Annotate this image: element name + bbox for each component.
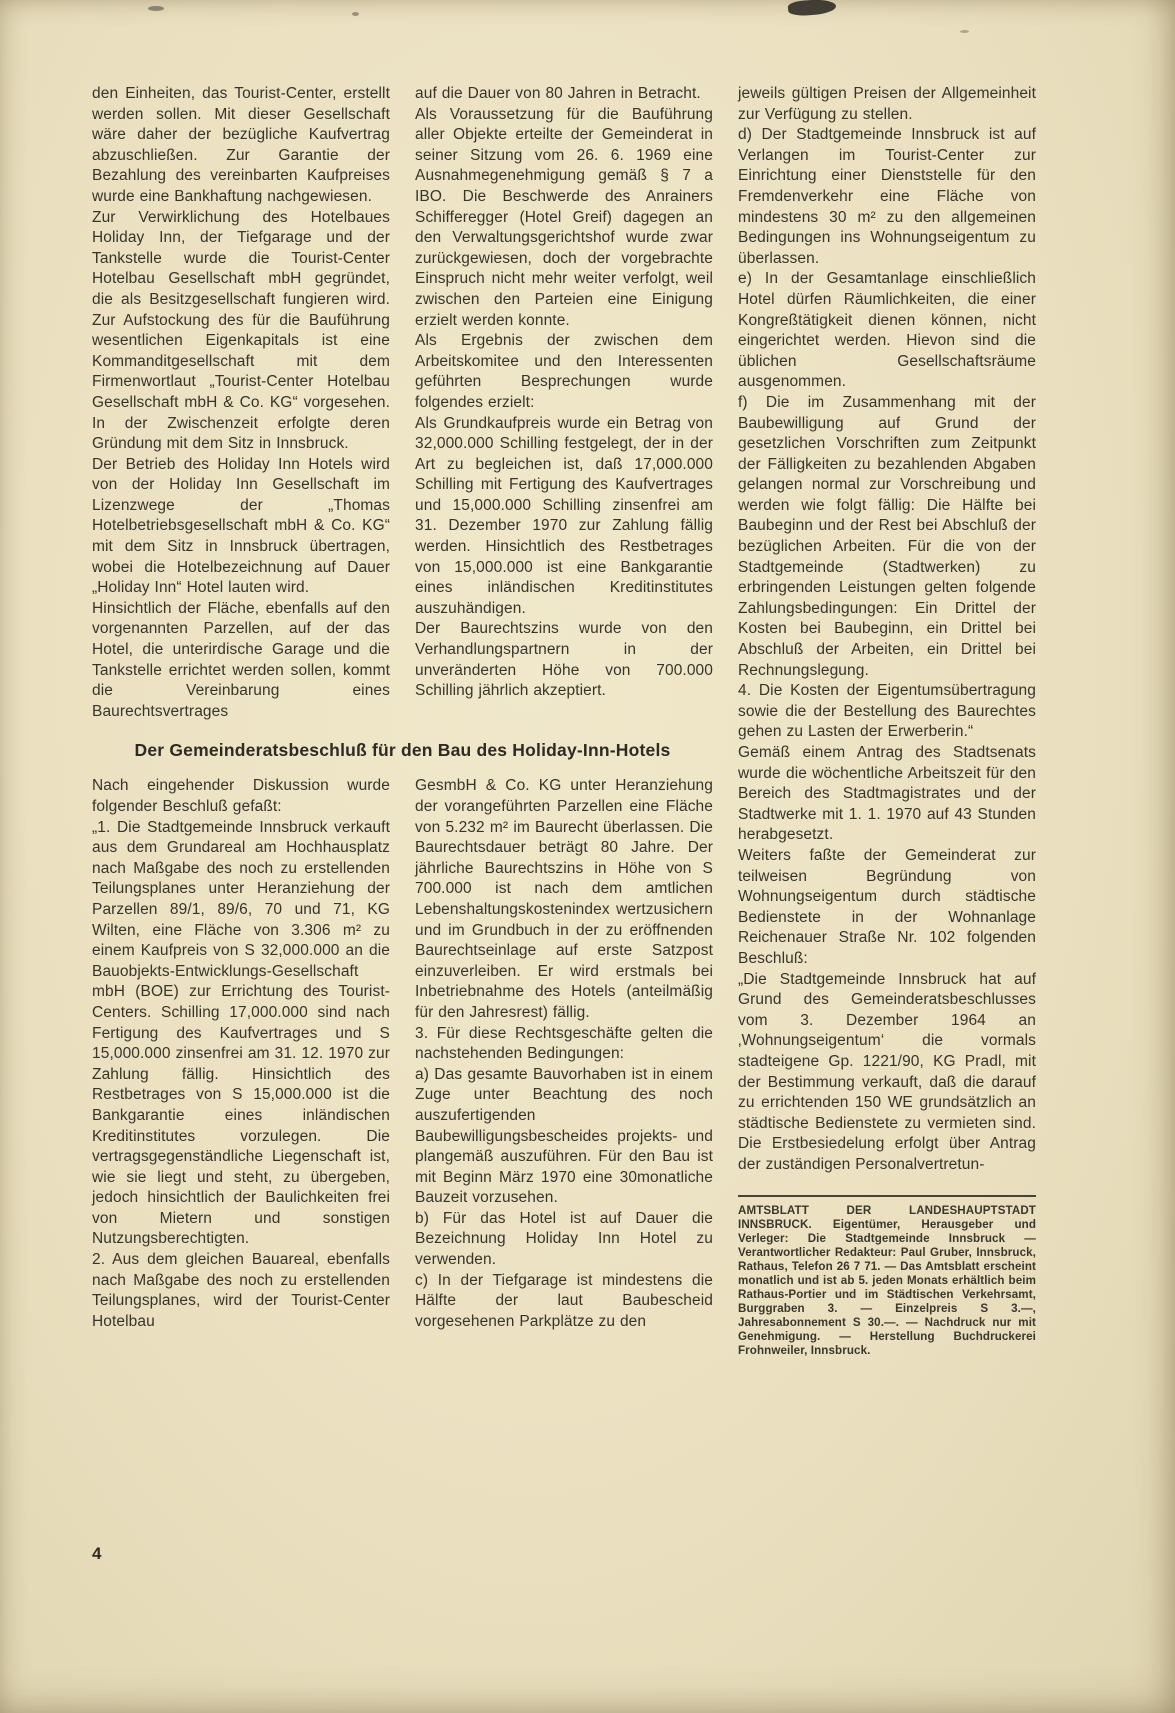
paragraph: 4. Die Kosten der Eigentumsübertragung sowie die der Bestellung des Baurechtes gehen zu Lasten der Erwerberin.“ — [738, 682, 1036, 741]
section-headline: Der Gemeinderatsbeschluß für den Bau des Holiday-Inn-Hotels — [134, 740, 671, 761]
paragraph: Als Voraussetzung für die Bauführung aller Objekte erteilte der Gemeinderat in seiner Sitzung vom 26. 6. 1969 eine Ausnahmegenehmigung gemäß § 7 a IBO. Die Beschwerde des Anrainers Schifferegger (Hotel Greif) dagegen an den Verwaltungsgerichtshof wurde zwar zurückgewiesen, doch der vorgebrachte Einspruch nicht mehr weiter verfolgt, weil zwischen den Parteien eine Einigung erzielt werden konnte. — [415, 105, 713, 329]
bottom-section — [92, 776, 713, 1332]
column-top-middle — [415, 84, 713, 722]
column-bottom-left — [92, 776, 390, 1332]
left-two-column-block — [92, 84, 713, 1357]
column-bottom-middle — [415, 776, 713, 1332]
paragraph: Weiters faßte der Gemeinderat zur teilweisen Begründung von Wohnungseigentum durch städtische Bedienstete in der Wohnanlage Reichenauer Straße Nr. 102 folgenden Beschluß: — [738, 846, 1036, 967]
paragraph: auf die Dauer von 80 Jahren in Betracht. — [415, 85, 701, 102]
paragraph: 2. Aus dem gleichen Bauareal, ebenfalls nach Maßgabe des noch zu erstellenden Teilungsplanes, wird der Tourist-Center Hotelbau — [92, 1251, 390, 1330]
paragraph: f) Die im Zusammenhang mit der Baubewilligung auf Grund der gesetzlichen Vorschriften zum Zeitpunkt der Fälligkeiten zu bezahlenden Abgaben gelangen normal zur Vorschreibung und werden wie folgt fällig: Die Hälfte bei Baubeginn und der Rest bei Abschluß der bezüglichen Arbeiten. Für die von der Stadtgemeinde (Stadtwerken) zu erbringenden Leistungen gelten folgende Zahlungsbedingungen: Ein Drittel der Kosten bei Baubeginn, ein Drittel bei Abschluß der Arbeiten, ein Drittel bei Rechnungslegung. — [738, 393, 1036, 679]
imprint-divider — [738, 1195, 1036, 1197]
paragraph: Als Grundkaufpreis wurde ein Betrag von 32,000.000 Schilling festgelegt, der in der Art zu begleichen ist, daß 17,000.000 Schilling mit Fertigung des Kaufvertrages und 15,000.000 Schilling zinsenfrei am 31. Dezember 1970 zur Zahlung fällig werden. Hinsichtlich des Restbetrages von 15,000.000 ist eine Bankgarantie eines inländischen Kreditinstitutes auszuhändigen. — [415, 414, 713, 617]
paragraph: d) Der Stadtgemeinde Innsbruck ist auf Verlangen im Tourist-Center zur Einrichtung einer Dienststelle für den Fremdenverkehr eine Fläche von mindestens 30 m² zu den allgemeinen Bedingungen ins Wohnungseigentum zu überlassen. — [738, 126, 1036, 267]
paragraph: GesmbH & Co. KG unter Heranziehung der vorangeführten Parzellen eine Fläche von 5.232 m² im Baurecht überlassen. Die Baurechtsdauer beträgt 80 Jahre. Der jährliche Baurechtszins in Höhe von S 700.000 ist nach dem amtlichen Lebenshaltungskostenindex wertzusichern und im Grundbuch in der zu eröffnenden Baurechtseinlage auf erste Satzpost einzuverleiben. Er wird erstmals bei Inbetriebnahme des Hotels (anteilmäßig für den Jahresrest) fällig. — [415, 777, 713, 1021]
paragraph: jeweils gültigen Preisen der Allgemeinheit zur Verfügung zu stellen. — [738, 85, 1036, 123]
page-number: 4 — [92, 1544, 102, 1563]
paragraph: e) In der Gesamtanlage einschließlich Hotel dürfen Räumlichkeiten, die einer Kongreßtätigkeit dienen können, nicht eingerichtet werden. Hievon sind die üblichen Gesellschaftsräume ausgenommen. — [738, 270, 1036, 391]
paragraph: Der Baurechtszins wurde von den Verhandlungspartnern in der unveränderten Höhe von 700.000 Schilling jährlich akzeptiert. — [415, 620, 713, 700]
scan-artifact — [352, 12, 359, 16]
imprint-box — [738, 1195, 1036, 1357]
scan-artifact — [960, 30, 969, 33]
paragraph: a) Das gesamte Bauvorhaben ist in einem Zuge unter Beachtung des noch auszufertigenden Baubewilligungsbescheides projekts- und plangemäß auszuführen. Für den Bau ist mit Beginn März 1970 eine 30monatliche Bauzeit vorzusehen. — [415, 1065, 713, 1207]
paragraph: 3. Für diese Rechtsgeschäfte gelten die nachstehenden Bedingungen: — [415, 1024, 713, 1063]
paragraph: „Die Stadtgemeinde Innsbruck hat auf Grund des Gemeinderatsbeschlusses vom 3. Dezember 1964 an ‚Wohnungseigentum‘ die vormals stadteigene Gp. 1221/90, KG Pradl, mit der Bestimmung verkauft, daß die darauf zu errichtenden 150 WE grundsätzlich an städtische Bedienstete zu vermieten sind. Die Erstbesiedelung erfolgt über Antrag der zuständigen Personalvertretun- — [738, 970, 1036, 1173]
paragraph: c) In der Tiefgarage ist mindestens die Hälfte der laut Baubescheid vorgesehenen Parkplätze zu den — [415, 1271, 713, 1330]
imprint-text: AMTSBLATT DER LANDESHAUPTSTADT INNSBRUCK. Eigentümer, Herausgeber und Verleger: Die Stadtgemeinde Innsbruck — Verantwortlicher Redakteur: Paul Gruber, Innsbruck, Rathaus, Telefon 26 7 71. — Das Amtsblatt erscheint monatlich und ist ab 5. jeden Monats erhältlich beim Rathaus-Portier und im Städtischen Verkehrsamt, Burggraben 3. — Einzelpreis S 3.—, Jahresabonnement S 30.—. — Nachdruck nur mit Genehmigung. — Herstellung Buchdruckerei Frohnweiler, Innsbruck. — [738, 1204, 1036, 1357]
paragraph: Gemäß einem Antrag des Stadtsenats wurde die wöchentliche Arbeitszeit für den Bereich des Stadtmagistrates und der Stadtwerke mit 1. 1. 1970 auf 43 Stunden herabgesetzt. — [738, 744, 1036, 844]
right-column-text — [738, 84, 1036, 1175]
column-right — [738, 84, 1036, 1357]
paragraph: „1. Die Stadtgemeinde Innsbruck verkauft aus dem Grundareal am Hochhausplatz nach Maßgabe des noch zu erstellenden Teilungsplanes unter Heranziehung der Parzellen 89/1, 89/6, 70 und 71, KG Wilten, eine Fläche von 3.306 m² zu einem Kaufpreis von S 32,000.000 an die Bauobjekts-Entwicklungs-Gesellschaft mbH (BOE) zur Errichtung des Tourist-Centers. Schilling 17,000.000 sind nach Fertigung des Kaufvertrages und S 15,000.000 zinsenfrei am 31. 12. 1970 zur Zahlung fällig. Hinsichtlich des Restbetrages von S 15,000.000 ist die Bankgarantie eines inländischen Kreditinstitutes vorzulegen. Die vertragsgegenständliche Liegenschaft ist, wie sie liegt und steht, zu übergeben, jedoch hinsichtlich der Baulichkeiten frei von Mietern und sonstigen Nutzungsberechtigten. — [92, 818, 390, 1248]
scan-artifact — [148, 6, 164, 11]
paragraph: Zur Verwirklichung des Hotelbaues Holiday Inn, der Tiefgarage und der Tankstelle wurde die Tourist-Center Hotelbau Gesellschaft mbH gegründet, die als Besitzgesellschaft fungieren wird. Zur Aufstockung des für die Bauführung wesentlichen Eigenkapitals ist eine Kommanditgesellschaft mit dem Firmenwortlaut „Tourist-Center Hotelbau Gesellschaft mbH & Co. KG“ vorgesehen. In der Zwischenzeit erfolgte deren Gründung mit dem Sitz in Innsbruck. — [92, 208, 390, 453]
paragraph: Als Ergebnis der zwischen dem Arbeitskomitee und den Interessenten geführten Besprechungen wurde folgendes erzielt: — [415, 332, 713, 411]
scan-artifact — [788, 0, 837, 17]
column-top-left — [92, 84, 390, 722]
paragraph: den Einheiten, das Tourist-Center, erstellt werden sollen. Mit dieser Gesellschaft wäre daher der bezügliche Kaufvertrag abzuschließen. Zur Garantie der Bezahlung des vereinbarten Kaufpreises wurde eine Bankhaftung nachgewiesen. — [92, 85, 390, 205]
top-section — [92, 84, 713, 722]
paragraph: Hinsichtlich der Fläche, ebenfalls auf den vorgenannten Parzellen, auf der das Hotel, die unterirdische Garage und die Tankstelle errichtet werden sollen, kommt die Vereinbarung eines Baurechtsvertrages — [92, 599, 390, 720]
paragraph: b) Für das Hotel ist auf Dauer die Bezeichnung Holiday Inn Hotel zu verwenden. — [415, 1209, 713, 1269]
paragraph: Der Betrieb des Holiday Inn Hotels wird von der Holiday Inn Gesellschaft im Lizenzwege der „Thomas Hotelbetriebsgesellschaft mbH & Co. KG“ mit dem Sitz in Innsbruck übertragen, wobei die Hotelbezeichnung auf Dauer „Holiday Inn“ Hotel lauten wird. — [92, 455, 390, 597]
article-content — [92, 84, 1036, 1357]
paragraph: Nach eingehender Diskussion wurde folgender Beschluß gefaßt: — [92, 777, 390, 815]
